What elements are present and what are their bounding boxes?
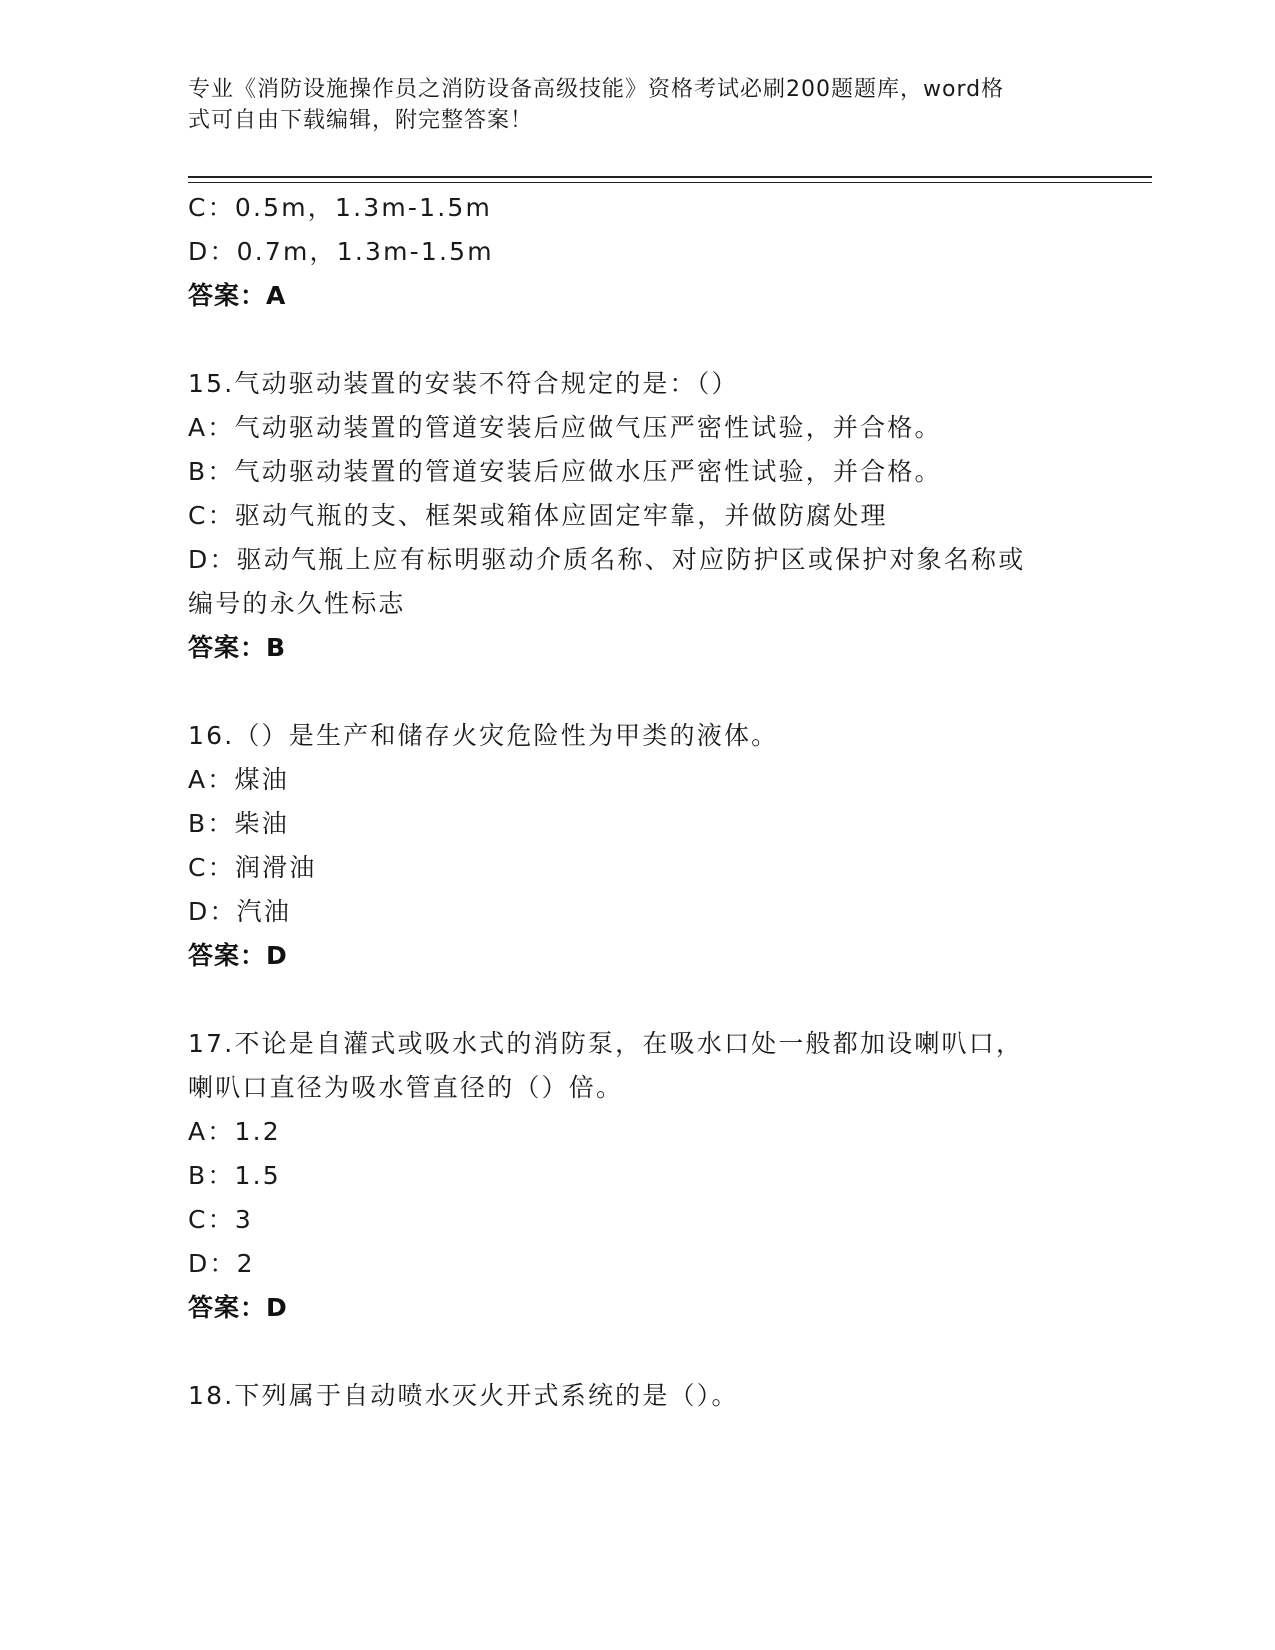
header-rule-thin	[188, 182, 1152, 183]
q15-option-a: A：气动驱动装置的管道安装后应做气压严密性试验，并合格。	[188, 413, 942, 442]
q16-answer: 答案：D	[188, 941, 288, 970]
header-line-2: 式可自由下载编辑，附完整答案！	[188, 108, 534, 133]
q18-stem: 18.下列属于自动喷水灭火开式系统的是（）。	[188, 1381, 739, 1410]
prev-option-d: D：0.7m，1.3m-1.5m	[188, 237, 494, 266]
header-rule-thick	[188, 176, 1152, 178]
q15-option-d-line2: 编号的永久性标志	[188, 589, 406, 618]
q16-option-b: B：柴油	[188, 809, 289, 838]
q17-answer: 答案：D	[188, 1293, 288, 1322]
q16-stem: 16.（）是生产和储存火灾危险性为甲类的液体。	[188, 721, 779, 750]
q16-option-a: A：煤油	[188, 765, 289, 794]
q15-option-c: C：驱动气瓶的支、框架或箱体应固定牢靠，并做防腐处理	[188, 501, 888, 530]
q17-option-d: D：2	[188, 1249, 255, 1278]
q15-stem: 15.气动驱动装置的安装不符合规定的是：（）	[188, 369, 739, 398]
q17-option-b: B：1.5	[188, 1161, 281, 1190]
q15-option-b: B：气动驱动装置的管道安装后应做水压严密性试验，并合格。	[188, 457, 942, 486]
q15-answer: 答案：B	[188, 633, 287, 662]
prev-answer: 答案：A	[188, 281, 287, 310]
q17-stem-line1: 17.不论是自灌式或吸水式的消防泵，在吸水口处一般都加设喇叭口，	[188, 1029, 1024, 1058]
q17-option-a: A：1.2	[188, 1117, 281, 1146]
q17-stem-line2: 喇叭口直径为吸水管直径的（）倍。	[188, 1073, 624, 1102]
q17-option-c: C：3	[188, 1205, 253, 1234]
q16-option-d: D：汽油	[188, 897, 292, 926]
q15-option-d-line1: D：驱动气瓶上应有标明驱动介质名称、对应防护区或保护对象名称或	[188, 545, 1026, 574]
document-header	[188, 74, 1068, 136]
header-line-1: 专业《消防设施操作员之消防设备高级技能》资格考试必刷200题题库，word格	[188, 77, 1005, 102]
q16-option-c: C：润滑油	[188, 853, 317, 882]
prev-option-c: C：0.5m，1.3m-1.5m	[188, 193, 493, 222]
